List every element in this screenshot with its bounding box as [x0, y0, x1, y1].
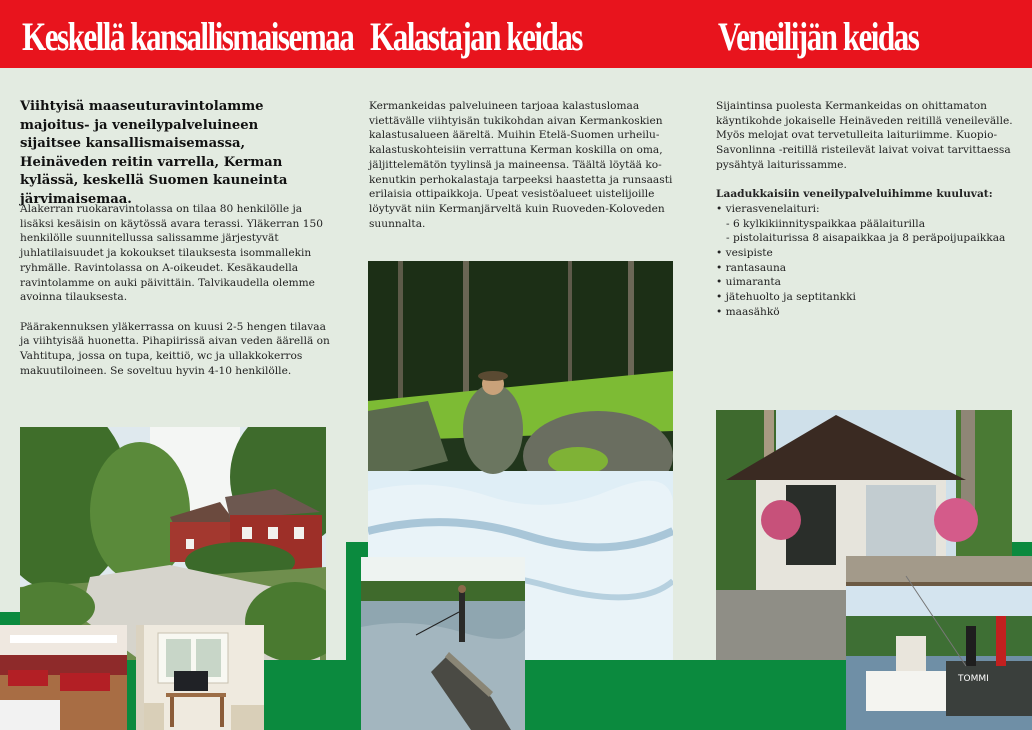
right-body — [716, 99, 1021, 320]
title-left: Keskellä kansallismaisemaa — [22, 14, 354, 59]
fishing-bridge-photo — [361, 557, 525, 730]
service-item: - pistolaiturissa 8 aisapaikkaa ja 8 peräpoijupaikkaa — [726, 232, 1006, 245]
service-item: • uimaranta — [716, 276, 781, 289]
fishing-bridge-image — [361, 557, 525, 730]
service-item: • rantasauna — [716, 261, 787, 274]
service-item: • jätehuolto ja septitankki — [716, 291, 856, 304]
hotel-room-frame — [136, 625, 264, 730]
middle-paragraph: Kermankeidas palveluineen tarjoaa kalastuslomaa viettävälle viihtyisän tukikohdan aivan Kermankoskien kalastusalueen ääreltä. Muihin Etelä-Suomen urheilu-kalastuskohteisiin verrattuna Kerman koskilla on oma, jäljittelemätön tyylinsä ja maineensa. Täältä löytää ko-kenutkin perhokalastaja tarpeeksi haastetta ja runsaasti erilaisia ottipaikkoja. Upeat vesistöalueet uistelijoille löytyvät niin Kermanjärveltä kuin Ruoveden-Koloveden suunnalta. — [369, 100, 673, 230]
left-paragraph: Päärakennuksen yläkerrassa on kuusi 2-5 hengen tilavaa ja viihtyisää huonetta. Pihapiirissä aivan veden äärellä on Vahtitupa, jossa on tupa, keittiö, wc ja ullakkokerros makuutiloineen. Se soveltuu hyvin 4-10 henkilölle. — [20, 320, 330, 377]
boat-name-label: TOMMI — [958, 674, 989, 684]
header-band — [0, 0, 1032, 68]
left-lead-text: Viihtyisä maaseuturavintolamme majoitus- ja veneilypalveluineen sijaitsee kansallismaisemassa, Heinäveden reitin varrella, Kerman kylässä, keskellä Suomen kauneinta järvimaisemaa. — [20, 99, 288, 207]
services-heading: Laadukkaisiin veneilypalveluihimme kuuluvat: — [716, 188, 993, 201]
title-right: Veneilijän keidas — [718, 14, 919, 59]
dining-hall-image — [0, 625, 127, 730]
service-item: • maasähkö — [716, 305, 780, 318]
dining-hall-frame — [0, 625, 127, 730]
steamboat-image — [846, 556, 1032, 730]
middle-body — [369, 99, 674, 231]
service-item: - 6 kylkikiinnityspaikkaa päälaiturilla — [726, 217, 926, 230]
title-middle: Kalastajan keidas — [370, 14, 582, 59]
steamboat-photo — [846, 556, 1032, 730]
service-item: • vesipiste — [716, 247, 773, 260]
left-body — [20, 202, 330, 393]
service-item: • vierasvenelaituri: — [716, 202, 820, 215]
services-list — [716, 202, 1021, 320]
right-paragraph: Sijaintinsa puolesta Kermankeidas on ohittamaton käyntikohde jokaiselle Heinäveden reitillä veneilevälle. Myös melojat ovat tervetulleita laituriimme. Kuopio-Savonlinna -reitillä risteilevät laivat voivat tarvittaessa pysähtyä laiturissamme. — [716, 100, 1013, 171]
left-paragraph: Alakerran ruokaravintolassa on tilaa 80 henkilölle ja lisäksi kesäisin on käytössä avara terassi. Yläkerran 150 henkilölle suunnitellussa salissamme järjestyvät juhlatilaisuudet ja kokoukset tilauksesta isommallekin ryhmälle. Ravintolassa on A-oikeudet. Kesäkaudella ravintolamme on auki päivittäin. Talvikaudella olemme avoinna tilauksesta. — [20, 203, 323, 304]
hotel-room-image — [136, 625, 264, 730]
